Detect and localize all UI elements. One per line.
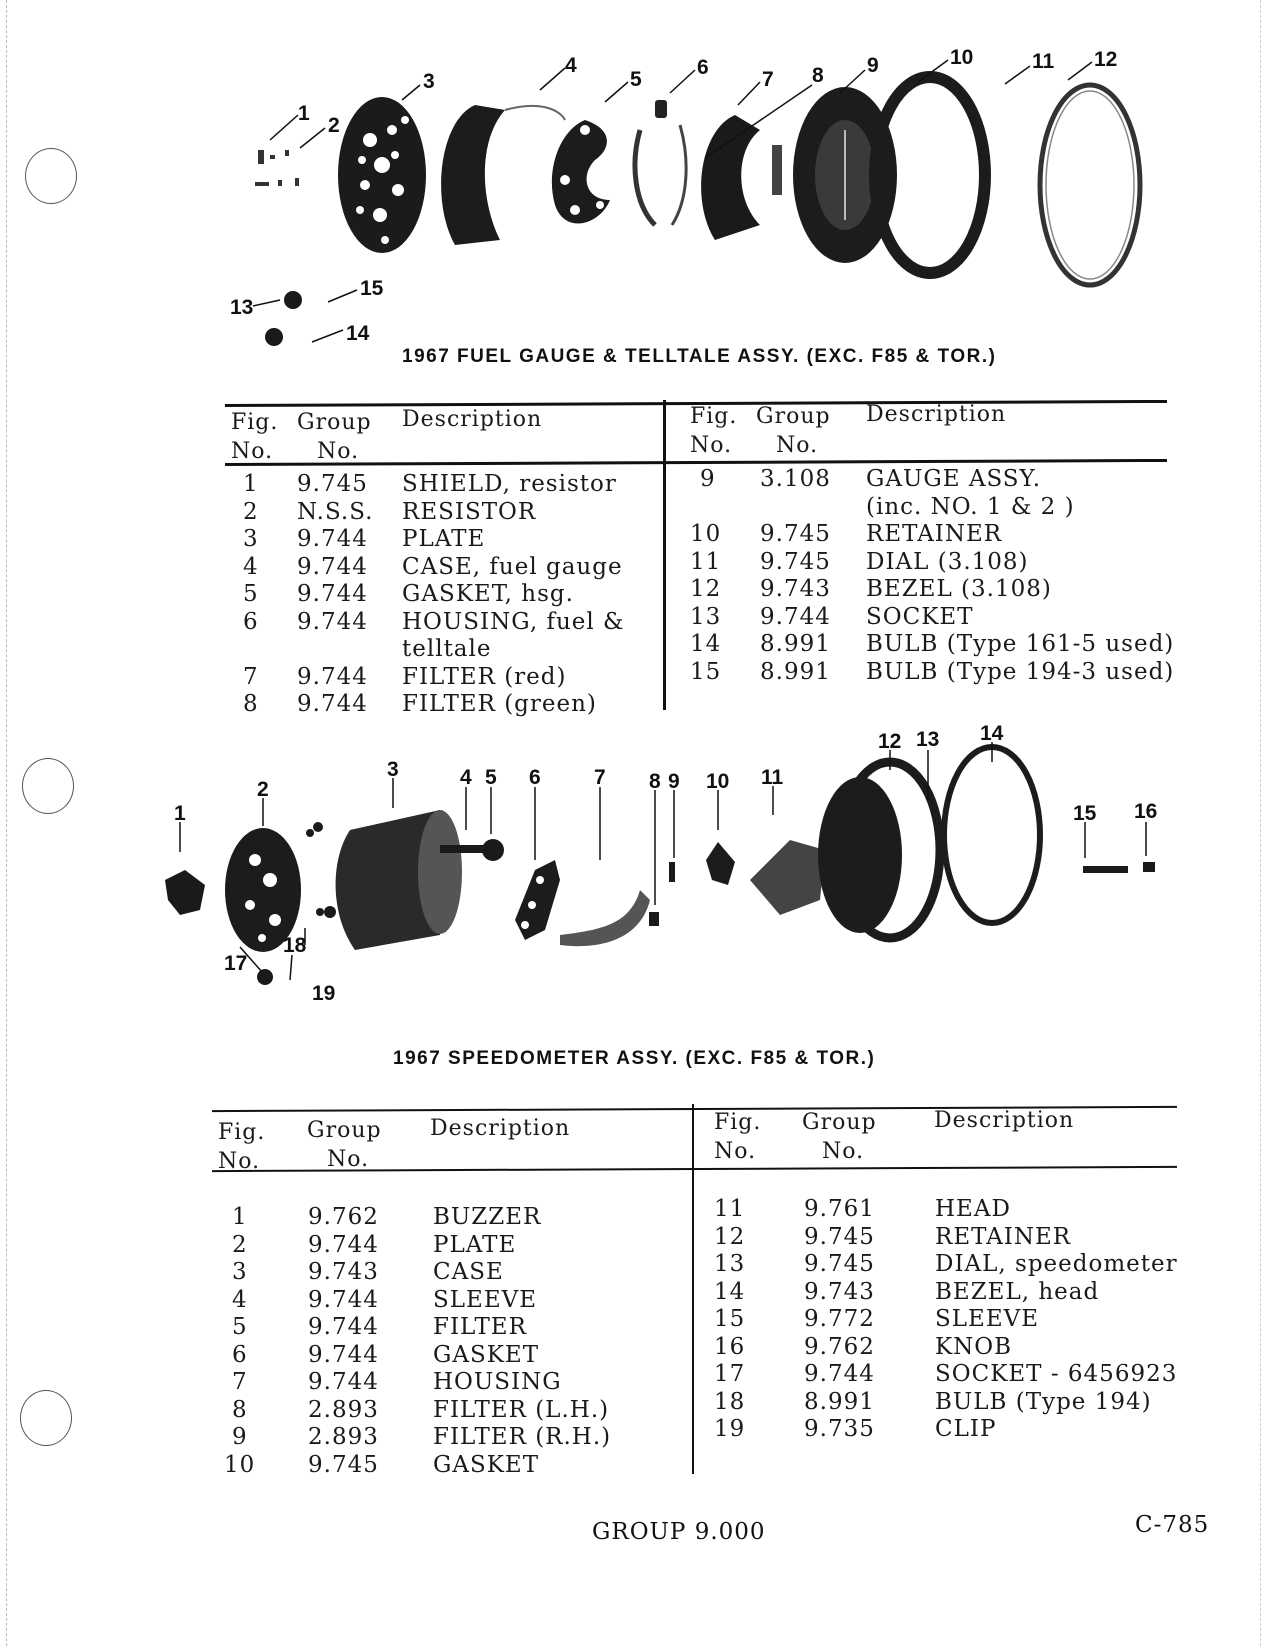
table-row: 17 9.744 SOCKET - 6456923 <box>714 1361 1178 1387</box>
header-group: Group No. <box>297 410 372 464</box>
table-row: 19 9.735 CLIP <box>714 1416 997 1442</box>
speedo-callout-4: 4 <box>460 766 472 789</box>
part-speedo-bezel <box>944 747 1040 923</box>
speedo-header-group-right: Group No. <box>802 1110 877 1164</box>
speedo-callout-3: 3 <box>387 758 399 781</box>
speedo-header-fig-right: Fig. No. <box>714 1110 762 1164</box>
table-row: 8 9.744 FILTER (green) <box>243 691 597 717</box>
table-row: 6 9.744 HOUSING, fuel & <box>243 608 625 635</box>
part-speedo-dial-retainer <box>818 762 940 938</box>
speedo-callout-2: 2 <box>257 778 269 801</box>
header-fig-right: Fig. No. <box>690 404 738 458</box>
speedo-callout-18: 18 <box>283 934 307 957</box>
table-row: 14 8.991 BULB (Type 161-5 used) <box>690 631 1175 657</box>
table-row: 9 2.893 FILTER (R.H.) <box>232 1424 612 1450</box>
speedometer-caption: 1967 SPEEDOMETER ASSY. (EXC. F85 & TOR.) <box>393 1048 876 1069</box>
speedo-callout-12: 12 <box>878 730 902 753</box>
part-socket-bulb-clip <box>257 969 273 985</box>
header-group-right: Group No. <box>756 404 831 458</box>
table-row: 10 9.745 RETAINER <box>690 521 1003 547</box>
table-row: 15 8.991 BULB (Type 194-3 used) <box>690 658 1175 685</box>
callout-9: 9 <box>867 54 879 77</box>
callout-15: 15 <box>360 277 384 300</box>
speedo-callout-6: 6 <box>529 766 541 789</box>
speedo-header-group: Group No. <box>307 1118 382 1172</box>
speedo-callout-labels <box>174 722 1157 1005</box>
table-row: 14 9.743 BEZEL, head <box>714 1278 1100 1305</box>
table-row: 11 9.761 HEAD <box>714 1196 1011 1222</box>
speedo-callout-1: 1 <box>174 802 186 825</box>
part-speedo-filters <box>649 862 675 926</box>
header-fig: Fig. No. <box>231 410 279 464</box>
speedo-header-fig: Fig. No. <box>218 1120 266 1174</box>
speedo-callout-13: 13 <box>916 728 940 751</box>
part-speedo-gasket <box>515 860 560 940</box>
callout-8: 8 <box>812 64 824 87</box>
speedo-callout-14: 14 <box>980 722 1004 745</box>
callout-2: 2 <box>328 114 340 137</box>
speedo-right-rows <box>0 1196 1271 1444</box>
table-row: 13 9.745 DIAL, speedometer <box>714 1251 1178 1277</box>
table-row: 10 9.745 GASKET <box>224 1451 540 1478</box>
table-row: 5 9.744 FILTER <box>232 1314 527 1340</box>
callout-7: 7 <box>762 68 774 91</box>
table-row: 16 9.762 KNOB <box>714 1333 1013 1360</box>
table-row: 4 9.744 SLEEVE <box>232 1286 538 1313</box>
table-row: 6 9.744 GASKET <box>232 1341 540 1368</box>
table-row: 2 N.S.S. RESISTOR <box>243 498 537 525</box>
table-row: telltale <box>402 636 492 662</box>
footer-page-number: C-785 <box>1135 1512 1210 1538</box>
speedo-header-description-right: Description <box>934 1108 1075 1133</box>
table-row: 2 9.744 PLATE <box>232 1231 517 1258</box>
speedo-callout-7: 7 <box>594 766 606 789</box>
part-sleeve-knob <box>1083 862 1155 873</box>
part-speedo-gasket-10 <box>706 842 735 885</box>
callout-12: 12 <box>1094 48 1118 71</box>
table-row: 7 9.744 HOUSING <box>232 1369 562 1395</box>
callout-13: 13 <box>230 296 254 319</box>
callout-4: 4 <box>565 54 577 77</box>
table-row: 13 9.744 SOCKET <box>690 603 974 630</box>
table-row: (inc. NO. 1 & 2 ) <box>866 493 1075 520</box>
table-row: 3 9.744 PLATE <box>243 526 486 552</box>
speedo-callout-15: 15 <box>1073 802 1097 825</box>
speedo-callout-19: 19 <box>312 982 336 1005</box>
part-speedo-case <box>336 810 462 950</box>
header-description: Description <box>402 407 543 432</box>
part-buzzer <box>165 870 205 915</box>
table-row: 12 9.743 BEZEL (3.108) <box>690 576 1052 602</box>
fuel-gauge-caption: 1967 FUEL GAUGE & TELLTALE ASSY. (EXC. F85 & TOR.) <box>402 346 997 367</box>
table-row: 7 9.744 FILTER (red) <box>243 663 567 690</box>
table-row: 4 9.744 CASE, fuel gauge <box>243 553 623 580</box>
speedo-callout-17: 17 <box>224 952 248 975</box>
speedo-callout-leaders <box>180 742 1146 980</box>
speedo-callout-5: 5 <box>485 766 497 789</box>
table-row: 11 9.745 DIAL (3.108) <box>690 548 1029 575</box>
table-row: 5 9.744 GASKET, hsg. <box>243 581 574 607</box>
speedo-header-description: Description <box>430 1116 571 1141</box>
table-row: 3 9.743 CASE <box>232 1259 504 1285</box>
table-row: 8 2.893 FILTER (L.H.) <box>232 1396 610 1423</box>
part-speedo-housing <box>560 890 650 946</box>
table-row: 12 9.745 RETAINER <box>714 1223 1072 1250</box>
table-row: 18 8.991 BULB (Type 194) <box>714 1388 1152 1415</box>
callout-6: 6 <box>697 56 709 79</box>
table-row: 15 9.772 SLEEVE <box>714 1306 1040 1332</box>
header-description-right: Description <box>866 402 1007 427</box>
callout-3: 3 <box>423 70 435 93</box>
table-row: 1 9.762 BUZZER <box>232 1204 542 1230</box>
speedo-callout-10: 10 <box>706 770 730 793</box>
table-row: 1 9.745 SHIELD, resistor <box>243 471 617 497</box>
callout-1: 1 <box>298 102 310 125</box>
callout-10: 10 <box>950 46 974 69</box>
part-speedo-head <box>750 840 825 915</box>
speedo-callout-11: 11 <box>761 766 784 789</box>
callout-11: 11 <box>1032 50 1055 73</box>
callout-5: 5 <box>630 68 642 91</box>
speedo-callout-8: 8 <box>649 770 661 793</box>
callout-14: 14 <box>346 322 370 345</box>
speedo-callout-16: 16 <box>1134 800 1158 823</box>
footer-group-label: GROUP 9.000 <box>592 1519 766 1545</box>
table-row: 9 3.108 GAUGE ASSY. <box>700 466 1042 492</box>
speedo-callout-9: 9 <box>668 770 680 793</box>
